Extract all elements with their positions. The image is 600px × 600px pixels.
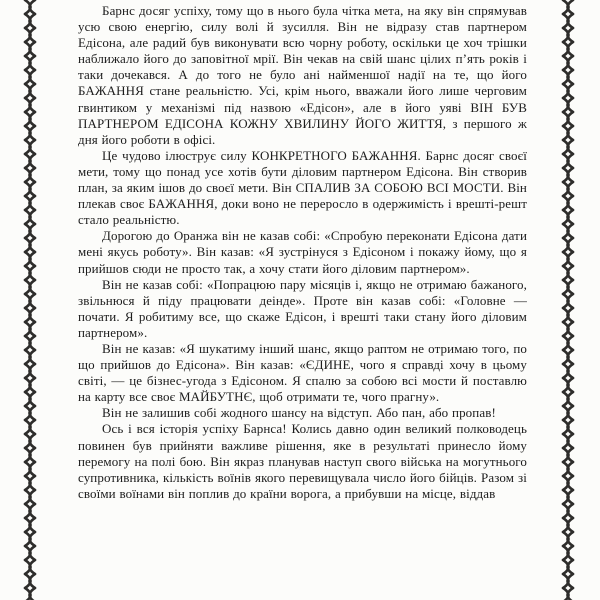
paragraph-no-retreat: Він не залишив собі жодного шансу на відступ. Або пан, або пропав! [102,405,496,421]
right-chain-border-ornament [559,0,577,600]
paragraph-single-goal: Він не казав: «Я шукатиму інший шанс, якщо раптом не отримаю того, по що прийшов до Едісона». Він казав: «ЄДИНЕ, чого я справді хочу в цьому світі, — це бізнес-угода з Едісоном. Я спалю за собою всі мости й поставлю на карту все своє МАЙБУТНЄ, щоб отримати те, чого прагну». [78,340,527,405]
paragraph-did-not-say-work: Він не казав собі: «Попрацюю пару місяців і, якщо не отримаю бажаного, звільнюся й піду працювати деінде». Проте він казав собі: «Головне — почати. Я робитиму все, що скаже Едісон, і врешті таки стану його діловим партнером». [78,276,527,340]
left-chain-border-ornament [21,0,39,600]
paragraph-concrete-desire: Це чудово ілюструє силу КОНКРЕТНОГО БАЖАННЯ. Барнс досяг своєї мети, тому що понад усе хотів бути діловим партнером Едісона. Він створив план, за яким ішов до своєї мети. Він СПАЛИВ ЗА СОБОЮ ВСІ МОСТИ. Він плекав своє БАЖАННЯ, доки воно не переросло в одержимість і врешті-решт стало реальністю. [78,147,527,228]
paragraph-road-to-orange: Дорогою до Оранжа він не казав собі: «Спробую переконати Едісона дати мені якусь роботу». Він казав: «Я зустрінуся з Едісоном і покажу йому, що я прийшов сюди не просто так, а хочу стати його діловим партнером». [78,228,527,276]
text-block [78,3,527,502]
paragraph-commander-story: Ось і вся історія успіху Барнса! Колись давно один великий полководець повинен був прийняти важливе рішення, яке в результаті принесло йому перемогу на полі бою. Він якраз планував наступ свого війська на могутнього супротивника, кількість воїнів якого перевищувала число його бійців. Разом зі своїми воїнами він поплив до країни ворога, а прибувши на місце, віддав [78,421,527,501]
paragraph-barnes-success: Барнс досяг успіху, тому що в нього була чітка мета, на яку він спрямував усю свою енергію, силу волі й зусилля. Він не відразу став партнером Едісона, але радий був виконувати всю чорну роботу, оскільки це хоч трішки наближало його до заповітної мрії. Він чекав на свій шанс цілих п’ять років і таки дочекався. А до того не було ані найменшої надії на те, що його БАЖАННЯ стане реальністю. Усі, крім нього, вважали його лише черговим гвинтиком у механізмі під назвою «Едісон», але в його уяві ВІН БУВ ПАРТНЕРОМ ЕДІСОНА КОЖНУ ХВИЛИНУ ЙОГО ЖИТТЯ, з першого ж дня його роботи в офісі. [78,3,527,147]
